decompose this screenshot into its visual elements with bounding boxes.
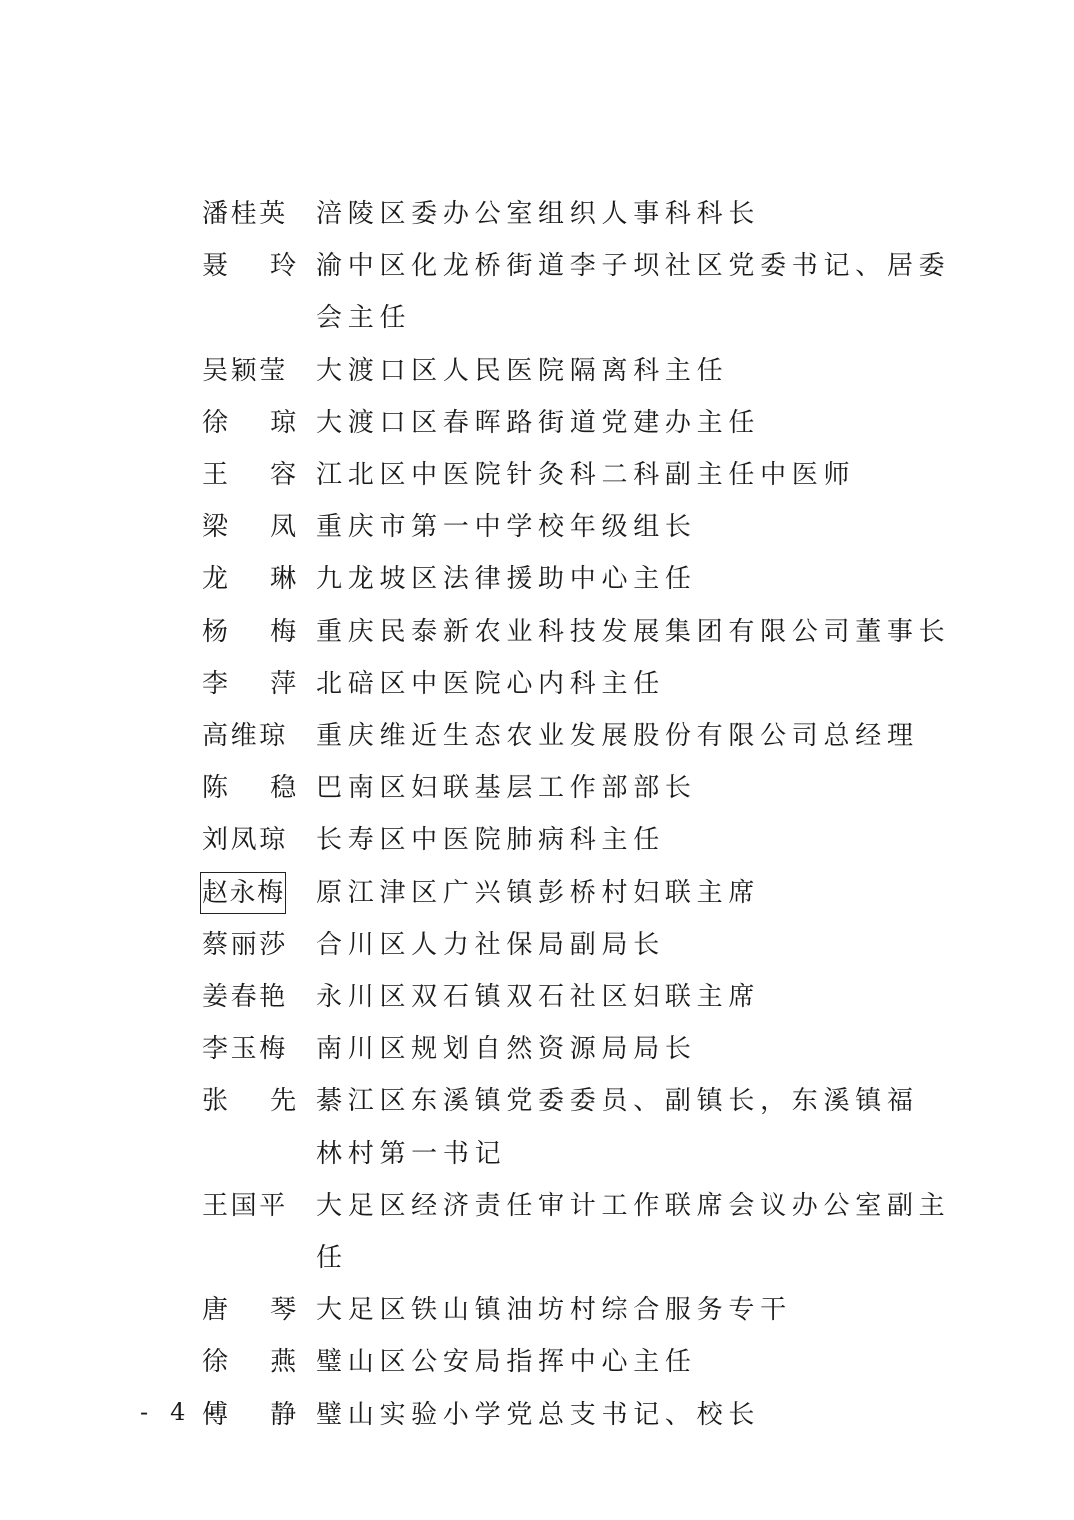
list-item [202,1075,962,1179]
recipient-title: 北碚区中医院心内科主任 [316,668,665,699]
recipient-name: 傅静 [202,1399,339,1430]
recipient-name: 张先 [202,1086,339,1117]
list-item [202,867,962,919]
recipient-name: 王容 [202,460,339,491]
recipient-name: 刘凤琼 [202,825,288,856]
list-item [202,501,962,553]
list-item [202,814,962,866]
recipient-name: 高维琼 [202,721,288,752]
recipient-title: 重庆市第一中学校年级组长 [316,512,697,543]
recipient-name: 李萍 [202,668,339,699]
recipient-title: 长寿区中医院肺病科主任 [316,825,665,856]
recipient-title: 渝中区化龙桥街道李子坝社区党委书记、居委会主任 [316,251,951,334]
list-item [202,1180,962,1284]
recipient-title: 江北区中医院针灸科二科副主任中医师 [316,460,856,491]
recipient-name: 徐琼 [202,407,339,438]
list-item [202,762,962,814]
list-item [202,397,962,449]
recipient-title: 大足区铁山镇油坊村综合服务专干 [316,1295,792,1326]
recipient-name: 梁凤 [202,512,339,543]
list-item [202,188,962,240]
list-item [202,710,962,762]
recipient-name: 王国平 [202,1190,288,1221]
recipient-title: 綦江区东溪镇党委委员、副镇长，东溪镇福林村第一书记 [316,1086,919,1169]
recipient-title: 大足区经济责任审计工作联席会议办公室副主任 [316,1190,951,1274]
recipient-title: 重庆民泰新农业科技发展集团有限公司董事长 [316,616,951,647]
list-item [202,606,962,658]
recipient-title: 璧山区公安局指挥中心主任 [316,1347,697,1378]
recipient-name: 唐琴 [202,1295,339,1326]
list-item [202,971,962,1023]
recipient-name: 李玉梅 [202,1034,288,1065]
recipient-title: 璧山实验小学党总支书记、校长 [316,1399,761,1430]
recipient-name-boxed: 赵永梅 [202,867,316,919]
list-item [202,1284,962,1336]
recipient-name: 杨梅 [202,616,339,647]
recipient-title: 南川区规划自然资源局局长 [316,1034,697,1065]
recipient-title: 永川区双石镇双石社区妇联主席 [316,982,761,1013]
recipient-title: 大渡口区人民医院隔离科主任 [316,355,729,386]
recipient-name: 吴颖莹 [202,355,288,386]
recipient-title: 大渡口区春晖路街道党建办主任 [316,407,761,438]
recipient-name: 姜春艳 [202,982,288,1013]
recipient-name: 蔡丽莎 [202,929,288,960]
list-item [202,240,962,344]
recipient-title: 巴南区妇联基层工作部部长 [316,773,697,804]
recipient-title: 重庆维近生态农业发展股份有限公司总经理 [316,721,919,752]
list-item [202,1336,962,1388]
recipient-name: 聂玲 [202,251,339,282]
list-item [202,449,962,501]
award-recipient-list [202,188,962,1441]
recipient-name: 徐燕 [202,1347,339,1378]
recipient-name: 龙琳 [202,564,339,595]
list-item [202,553,962,605]
recipient-title: 合川区人力社保局副局长 [316,929,665,960]
recipient-title: 原江津区广兴镇彭桥村妇联主席 [316,877,761,908]
recipient-name: 陈稳 [202,773,339,804]
list-item [202,345,962,397]
list-item [202,919,962,971]
recipient-title: 九龙坡区法律援助中心主任 [316,564,697,595]
recipient-title: 涪陵区委办公室组织人事科科长 [316,199,761,229]
list-item [202,1023,962,1075]
page-number: - 4 - [140,1398,223,1426]
recipient-name: 潘桂英 [202,199,288,229]
list-item [202,1389,962,1441]
list-item [202,658,962,710]
